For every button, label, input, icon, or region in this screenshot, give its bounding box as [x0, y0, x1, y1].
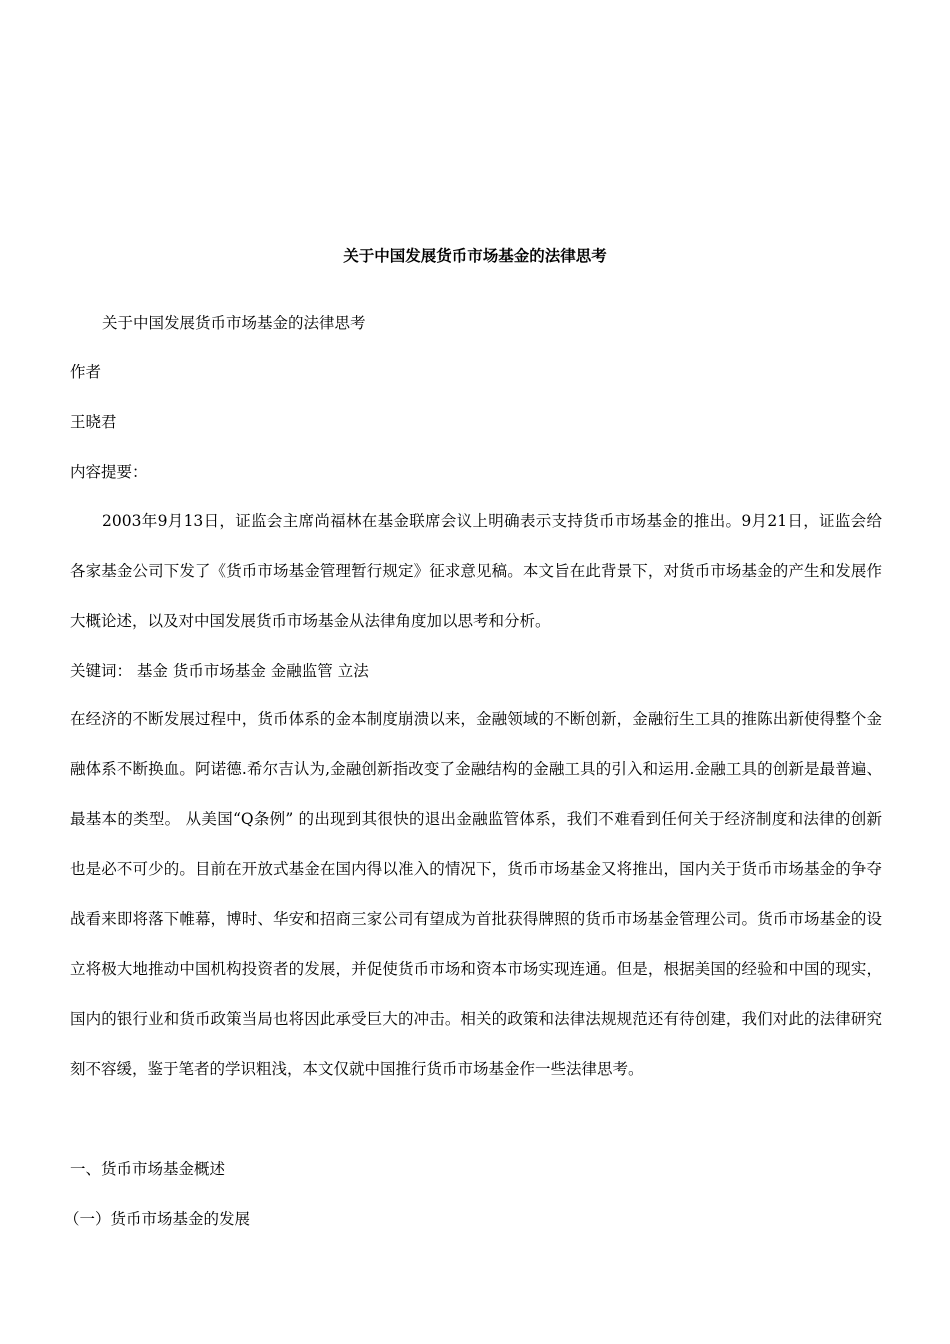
author-name: 王晓君 [70, 413, 117, 431]
abstract-text: 2003年9月13日，证监会主席尚福林在基金联席会议上明确表示支持货币市场基金的推出。9月21日，证监会给各家基金公司下发了《货币市场基金管理暂行规定》征求意见稿。本文旨在此背景下，对货币市场基金的产生和发展作大概论述，以及对中国发展货币市场基金从法律角度加以思考和分析。 [70, 512, 882, 630]
section-heading-1: 一、货币市场基金概述 [70, 1160, 226, 1178]
keywords-line: 关键词： 基金 货币市场基金 金融监管 立法 [70, 662, 369, 680]
document-title: 关于中国发展货币市场基金的法律思考 [343, 246, 607, 265]
subsection-heading-1-1: （一）货币市场基金的发展 [64, 1210, 251, 1228]
body-paragraph [70, 694, 882, 1094]
body-text: 在经济的不断发展过程中，货币体系的金本制度崩溃以来，金融领域的不断创新，金融衍生工具的推陈出新使得整个金融体系不断换血。阿诺德.希尔吉认为,金融创新指改变了金融结构的金融工具的引入和运用.金融工具的创新是最普遍、最基本的类型。 从美国“Q条例” 的出现到其很快的退出金融监管体系，我们不难看到任何关于经济制度和法律的创新也是必不可少的。目前在开放式基金在国内得以准入的情况下，货币市场基金又将推出，国内关于货币市场基金的争夺战看来即将落下帷幕，博时、华安和招商三家公司有望成为首批获得牌照的货币市场基金管理公司。货币市场基金的设立将极大地推动中国机构投资者的发展，并促使货币市场和资本市场实现连通。但是，根据美国的经验和中国的现实，国内的银行业和货币政策当局也将因此承受巨大的冲击。相关的政策和法律法规规范还有待创建，我们对此的法律研究刻不容缓，鉴于笔者的学识粗浅，本文仅就中国推行货币市场基金作一些法律思考。 [70, 710, 882, 1078]
abstract-label: 内容提要： [70, 463, 148, 481]
abstract-paragraph [70, 496, 882, 646]
author-label: 作者 [70, 363, 102, 381]
document-subtitle: 关于中国发展货币市场基金的法律思考 [102, 314, 366, 332]
